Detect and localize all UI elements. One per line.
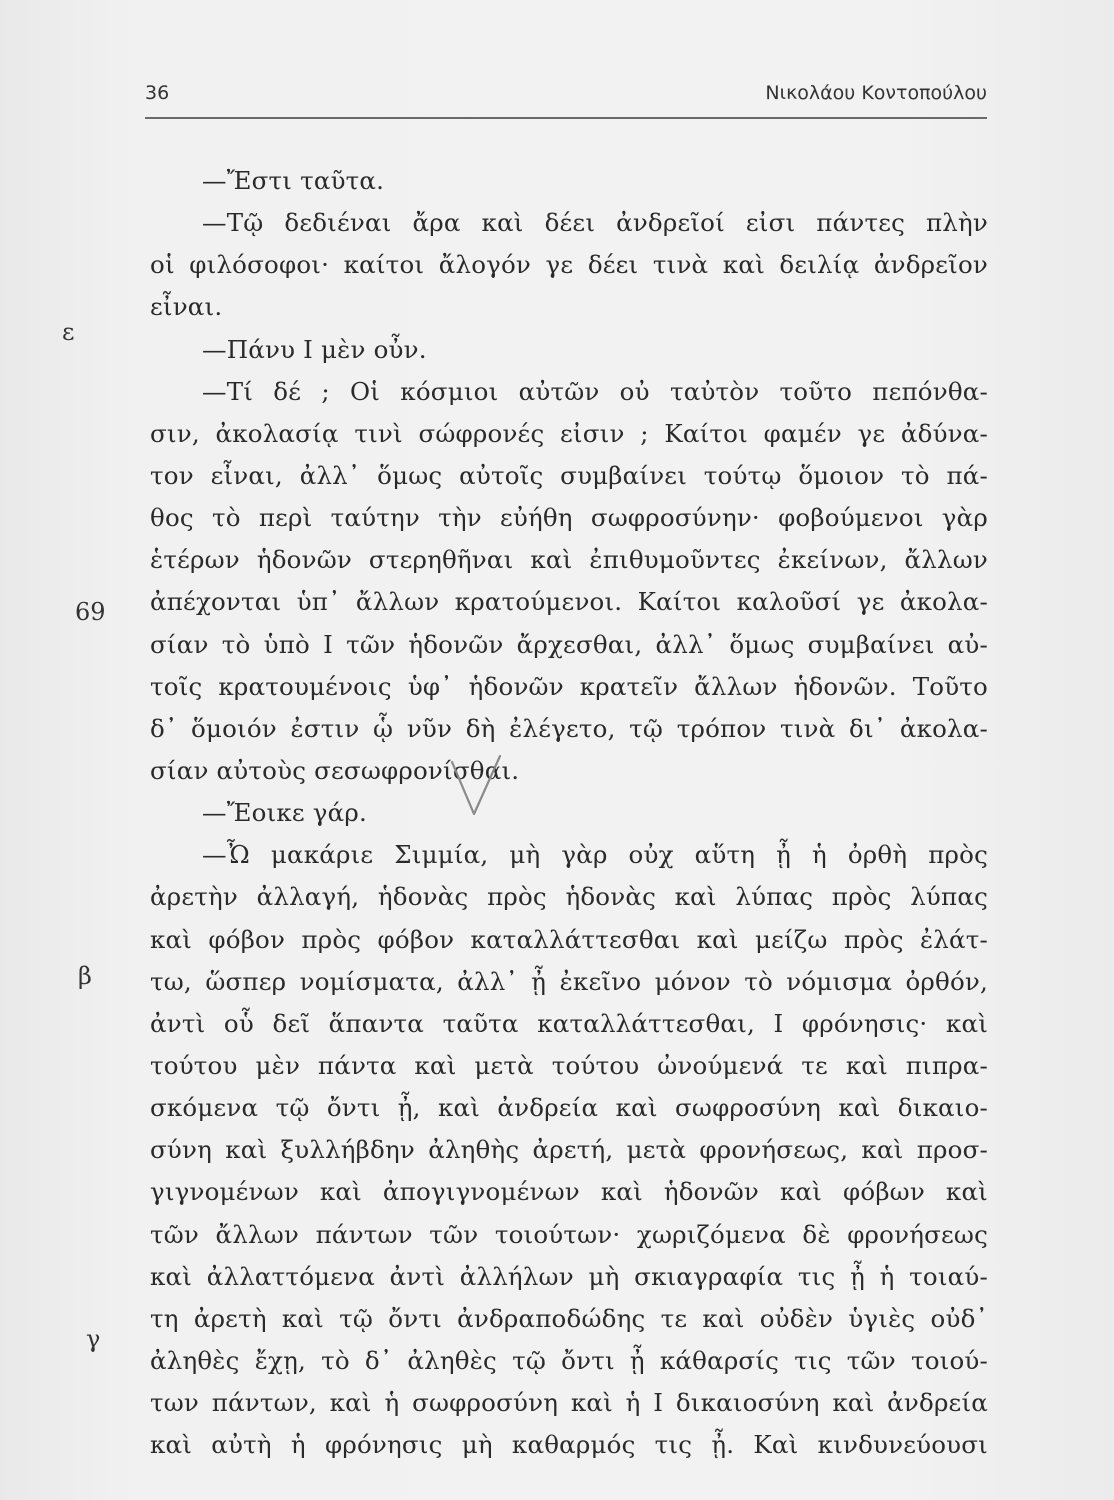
text-line: γιγνομένων καὶ ἀπογιγνομένων καὶ ἡδονῶν καὶ φόβων καὶ: [150, 1177, 988, 1207]
page-header: [145, 82, 987, 116]
margin-marker-e: ε: [62, 318, 75, 346]
page-number: 36: [145, 82, 170, 104]
text-line: —Πάνυ I μὲν οὖν.: [202, 334, 427, 364]
text-line: τοῖς κρατουμένοις ὑφ᾽ ἡδονῶν κρατεῖν ἄλλων ἡδονῶν. Τοῦτο: [150, 671, 988, 701]
text-line: —Τί δέ ; Οἱ κόσμιοι αὐτῶν οὐ ταὐτὸν τοῦτο πεπόνθα-: [202, 376, 988, 406]
text-line: —Τῷ δεδιέναι ἄρα καὶ δέει ἀνδρεῖοί εἰσι πάντες πλὴν: [202, 208, 988, 238]
text-line: οἱ φιλόσοφοι· καίτοι ἄλογόν γε δέει τινὰ καὶ δειλίᾳ ἀνδρεῖον: [150, 250, 988, 280]
text-line: ἀρετὴν ἀλλαγή, ἡδονὰς πρὸς ἡδονὰς καὶ λύπας πρὸς λύπας: [150, 882, 988, 912]
text-line: σιν, ἀκολασίᾳ τινὶ σώφρονές εἰσιν ; Καίτοι φαμέν γε ἀδύνα-: [150, 418, 988, 448]
text-line: ἀπέχονται ὑπ᾽ ἄλλων κρατούμενοι. Καίτοι καλοῦσί γε ἀκολα-: [150, 587, 988, 617]
header-rule: [145, 117, 987, 119]
text-line: σκόμενα τῷ ὄντι ᾖ, καὶ ἀνδρεία καὶ σωφροσύνη καὶ δικαιο-: [150, 1093, 988, 1123]
text-line: ἑτέρων ἡδονῶν στερηθῆναι καὶ ἐπιθυμοῦντες ἐκείνων, ἄλλων: [150, 545, 988, 575]
margin-marker-69: 69: [75, 598, 106, 626]
running-title: Νικολάου Κοντοπούλου: [765, 82, 987, 104]
text-line: ἀληθὲς ἔχῃ, τὸ δ᾽ ἀληθὲς τῷ ὄντι ᾖ κάθαρσίς τις τῶν τοιού-: [150, 1345, 988, 1375]
text-line: εἶναι.: [150, 292, 223, 322]
text-line: δ᾽ ὅμοιόν ἐστιν ᾧ νῦν δὴ ἐλέγετο, τῷ τρόπον τινὰ δι᾽ ἀκολα-: [150, 713, 988, 743]
text-line: σίαν τὸ ὑπὸ I τῶν ἡδονῶν ἄρχεσθαι, ἀλλ᾽ ὅμως συμβαίνει αὐ-: [150, 629, 988, 659]
text-line: σίαν αὐτοὺς σεσωφρονίσθαι.: [150, 755, 520, 785]
text-line: —Ἔοικε γάρ.: [202, 798, 367, 828]
text-line: τον εἶναι, ἀλλ᾽ ὅμως αὐτοῖς συμβαίνει τούτῳ ὅμοιον τὸ πά-: [150, 460, 988, 490]
text-line: θος τὸ περὶ ταύτην τὴν εὐήθη σωφροσύνην· φοβούμενοι γὰρ: [150, 503, 988, 533]
text-line: τούτου μὲν πάντα καὶ μετὰ τούτου ὠνούμενά τε καὶ πιπρα-: [150, 1050, 988, 1080]
pencil-checkmark-icon: [448, 752, 508, 822]
text-line: τω, ὥσπερ νομίσματα, ἀλλ᾽ ᾖ ἐκεῖνο μόνον τὸ νόμισμα ὀρθόν,: [150, 966, 988, 996]
text-line: —Ὦ μακάριε Σιμμία, μὴ γὰρ οὐχ αὕτη ᾖ ἡ ὀρθὴ πρὸς: [202, 840, 988, 870]
text-line: καὶ αὐτὴ ἡ φρόνησις μὴ καθαρμός τις ᾖ. Καὶ κινδυνεύουσι: [150, 1430, 988, 1460]
text-line: τη ἀρετὴ καὶ τῷ ὄντι ἀνδραποδώδης τε καὶ οὐδὲν ὑγιὲς οὐδ᾽: [150, 1303, 988, 1333]
margin-marker-g: γ: [86, 1325, 101, 1353]
text-line: ἀντὶ οὗ δεῖ ἅπαντα ταῦτα καταλλάττεσθαι, I φρόνησις· καὶ: [150, 1008, 988, 1038]
text-line: των πάντων, καὶ ἡ σωφροσύνη καὶ ἡ I δικαιοσύνη καὶ ἀνδρεία: [150, 1388, 988, 1418]
body-text: [150, 160, 988, 1466]
text-line: τῶν ἄλλων πάντων τῶν τοιούτων· χωριζόμενα δὲ φρονήσεως: [150, 1219, 988, 1249]
margin-marker-b: β: [78, 962, 92, 990]
text-line: καὶ φόβον πρὸς φόβον καταλλάττεσθαι καὶ μείζω πρὸς ἐλάτ-: [150, 924, 988, 954]
text-line: καὶ ἀλλαττόμενα ἀντὶ ἀλλήλων μὴ σκιαγραφία τις ᾖ ἡ τοιαύ-: [150, 1261, 988, 1291]
text-line: σύνη καὶ ξυλλήβδην ἀληθὴς ἀρετή, μετὰ φρονήσεως, καὶ προσ-: [150, 1135, 988, 1165]
text-line: —Ἔστι ταῦτα.: [202, 166, 385, 195]
